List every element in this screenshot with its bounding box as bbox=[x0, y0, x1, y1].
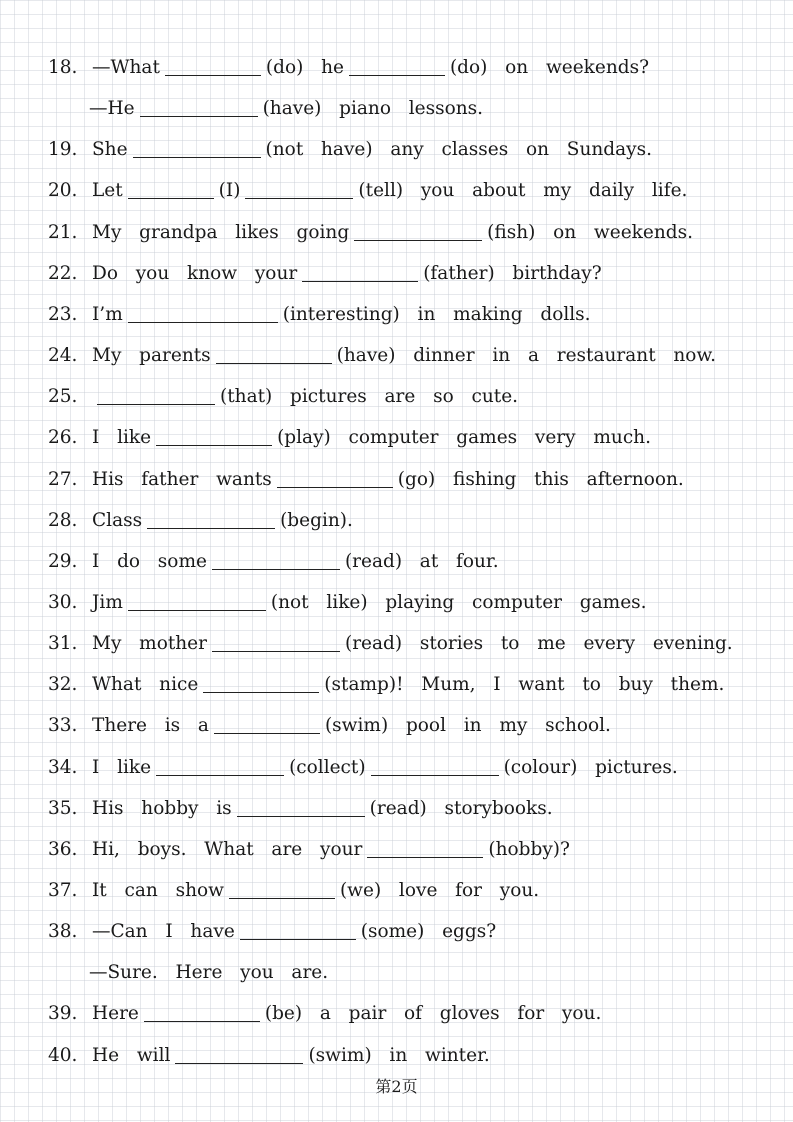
exercise-number: 32. bbox=[48, 674, 78, 696]
exercise-sentence bbox=[92, 466, 684, 494]
answer-blank[interactable] bbox=[212, 551, 340, 570]
answer-blank[interactable] bbox=[367, 839, 483, 858]
exercise-sentence bbox=[92, 877, 539, 905]
sentence-text: —What bbox=[92, 57, 160, 78]
sentence-text: (read) stories to me every evening. bbox=[344, 633, 733, 655]
exercise-number: 34. bbox=[48, 756, 78, 778]
exercise-number: 24. bbox=[48, 345, 78, 367]
exercise-sentence bbox=[92, 177, 687, 205]
exercise-number: 31. bbox=[48, 633, 78, 655]
exercise-sentence bbox=[92, 383, 518, 411]
sentence-text: I like bbox=[92, 756, 152, 778]
answer-blank[interactable] bbox=[371, 757, 499, 776]
sentence-text: (collect) bbox=[289, 756, 366, 778]
sentence-text: (not like) playing computer games. bbox=[270, 591, 647, 613]
exercise-number: 39. bbox=[48, 1003, 78, 1025]
answer-blank[interactable] bbox=[212, 633, 340, 652]
sentence-text: (that) pictures are so cute. bbox=[220, 386, 519, 408]
exercise-sentence bbox=[92, 1042, 490, 1070]
sentence-text: My mother bbox=[92, 633, 207, 655]
sentence-text: There is a bbox=[92, 715, 209, 737]
sentence-text: (interesting) in making dolls. bbox=[282, 303, 591, 325]
page-number: 第2页 bbox=[375, 1077, 418, 1096]
exercise-sentence bbox=[92, 1000, 601, 1028]
answer-blank[interactable] bbox=[240, 921, 356, 940]
sentence-text: He will bbox=[92, 1044, 171, 1066]
exercise-number: 33. bbox=[48, 715, 78, 737]
exercise-sentence bbox=[92, 424, 651, 452]
sentence-text: Let bbox=[92, 180, 123, 202]
sentence-text: I like bbox=[92, 427, 152, 449]
sentence-text: Jim bbox=[92, 591, 123, 613]
exercise-sentence bbox=[92, 918, 496, 946]
sentence-text: Do you know your bbox=[92, 262, 298, 284]
answer-blank[interactable] bbox=[245, 180, 353, 199]
sentence-text: (begin). bbox=[280, 509, 353, 531]
sentence-text: —He bbox=[89, 98, 135, 120]
sentence-text: She bbox=[92, 139, 128, 161]
answer-blank[interactable] bbox=[128, 180, 214, 199]
exercise-number: 18. bbox=[48, 57, 78, 78]
sentence-text: (play) computer games very much. bbox=[277, 427, 651, 449]
sentence-text: I do some bbox=[92, 550, 207, 572]
sentence-text: His father wants bbox=[92, 468, 272, 490]
answer-blank[interactable] bbox=[128, 592, 266, 611]
exercise-sentence bbox=[89, 959, 328, 987]
sentence-text: (be) a pair of gloves for you. bbox=[264, 1003, 602, 1025]
exercise-sentence bbox=[92, 712, 611, 740]
sentence-text: —Sure. Here you are. bbox=[89, 962, 329, 984]
exercise-sentence bbox=[92, 589, 647, 617]
sentence-text: My parents bbox=[92, 345, 211, 367]
sentence-text: (colour) pictures. bbox=[503, 756, 678, 778]
sentence-text: (do) on weekends? bbox=[449, 57, 650, 78]
exercise-sentence bbox=[92, 630, 733, 658]
exercise-sentence bbox=[92, 136, 652, 164]
answer-blank[interactable] bbox=[175, 1045, 303, 1064]
answer-blank[interactable] bbox=[156, 757, 284, 776]
exercise-number: 21. bbox=[48, 221, 78, 243]
exercise-sentence bbox=[92, 260, 602, 288]
sentence-text: (some) eggs? bbox=[360, 921, 497, 943]
sentence-text: (we) love for you. bbox=[339, 880, 540, 901]
exercise-sentence bbox=[89, 95, 483, 123]
sentence-text: Class bbox=[92, 509, 143, 531]
sentence-text: (not have) any classes on Sundays. bbox=[265, 139, 653, 161]
sentence-text: (go) fishing this afternoon. bbox=[397, 468, 684, 490]
sentence-text: (hobby)? bbox=[488, 838, 570, 860]
answer-blank[interactable] bbox=[349, 57, 445, 76]
exercise-number: 22. bbox=[48, 262, 78, 284]
sentence-text: His hobby is bbox=[92, 797, 232, 819]
exercise-sentence bbox=[92, 548, 499, 576]
sentence-text: (have) piano lessons. bbox=[262, 98, 484, 120]
exercise-sentence bbox=[92, 836, 570, 864]
answer-blank[interactable] bbox=[302, 263, 418, 282]
answer-blank[interactable] bbox=[147, 510, 275, 529]
sentence-text: (swim) in winter. bbox=[308, 1044, 490, 1066]
exercise-number: 35. bbox=[48, 797, 78, 819]
sentence-text: (swim) pool in my school. bbox=[324, 715, 611, 737]
sentence-text: (read) storybooks. bbox=[369, 797, 553, 819]
exercise-number: 19. bbox=[48, 139, 78, 161]
exercise-number: 27. bbox=[48, 468, 78, 490]
exercise-number: 40. bbox=[48, 1044, 78, 1066]
exercise-number: 25. bbox=[48, 386, 78, 408]
exercise-sentence bbox=[92, 507, 353, 535]
exercise-sentence bbox=[92, 342, 716, 370]
exercise-number: 20. bbox=[48, 180, 78, 202]
exercise-sentence bbox=[92, 754, 678, 782]
sentence-text: Here bbox=[92, 1003, 139, 1025]
answer-blank[interactable] bbox=[97, 386, 215, 405]
exercise-number: 23. bbox=[48, 303, 78, 325]
sentence-text: —Can I have bbox=[92, 921, 235, 943]
sentence-text: What nice bbox=[92, 674, 199, 696]
exercise-sentence bbox=[92, 219, 693, 247]
answer-blank[interactable] bbox=[229, 880, 335, 899]
sentence-text: (fish) on weekends. bbox=[487, 221, 693, 243]
sentence-text: (tell) you about my daily life. bbox=[358, 180, 688, 202]
sentence-text: It can show bbox=[92, 880, 224, 901]
sentence-text: (have) dinner in a restaurant now. bbox=[336, 345, 716, 367]
sentence-text: My grandpa likes going bbox=[92, 221, 350, 243]
answer-blank[interactable] bbox=[140, 98, 258, 117]
answer-blank[interactable] bbox=[237, 798, 365, 817]
answer-blank[interactable] bbox=[216, 345, 332, 364]
answer-blank[interactable] bbox=[203, 674, 319, 693]
exercise-sentence bbox=[92, 54, 649, 82]
answer-blank[interactable] bbox=[128, 304, 278, 323]
exercise-sentence bbox=[92, 301, 591, 329]
exercise-sentence bbox=[92, 671, 724, 699]
exercise-number: 26. bbox=[48, 427, 78, 449]
exercise-number: 36. bbox=[48, 838, 78, 860]
answer-blank[interactable] bbox=[354, 222, 482, 241]
answer-blank[interactable] bbox=[133, 139, 261, 158]
sentence-text: I’m bbox=[92, 303, 123, 325]
sentence-text: Hi, boys. What are your bbox=[92, 838, 363, 860]
exercise-number: 28. bbox=[48, 509, 78, 531]
sentence-text: (I) bbox=[218, 180, 241, 202]
sentence-text: (read) at four. bbox=[344, 550, 499, 572]
answer-blank[interactable] bbox=[156, 427, 272, 446]
sentence-text: (father) birthday? bbox=[423, 262, 602, 284]
answer-blank[interactable] bbox=[144, 1003, 260, 1022]
exercise-number: 29. bbox=[48, 550, 78, 572]
exercise-number: 37. bbox=[48, 880, 78, 901]
exercise-number: 38. bbox=[48, 921, 78, 943]
answer-blank[interactable] bbox=[165, 57, 261, 76]
exercise-number: 30. bbox=[48, 591, 78, 613]
answer-blank[interactable] bbox=[277, 469, 393, 488]
sentence-text: (stamp)! Mum, I want to buy them. bbox=[324, 674, 725, 696]
answer-blank[interactable] bbox=[214, 715, 320, 734]
exercise-sentence bbox=[92, 795, 553, 823]
sentence-text: (do) he bbox=[265, 57, 344, 78]
